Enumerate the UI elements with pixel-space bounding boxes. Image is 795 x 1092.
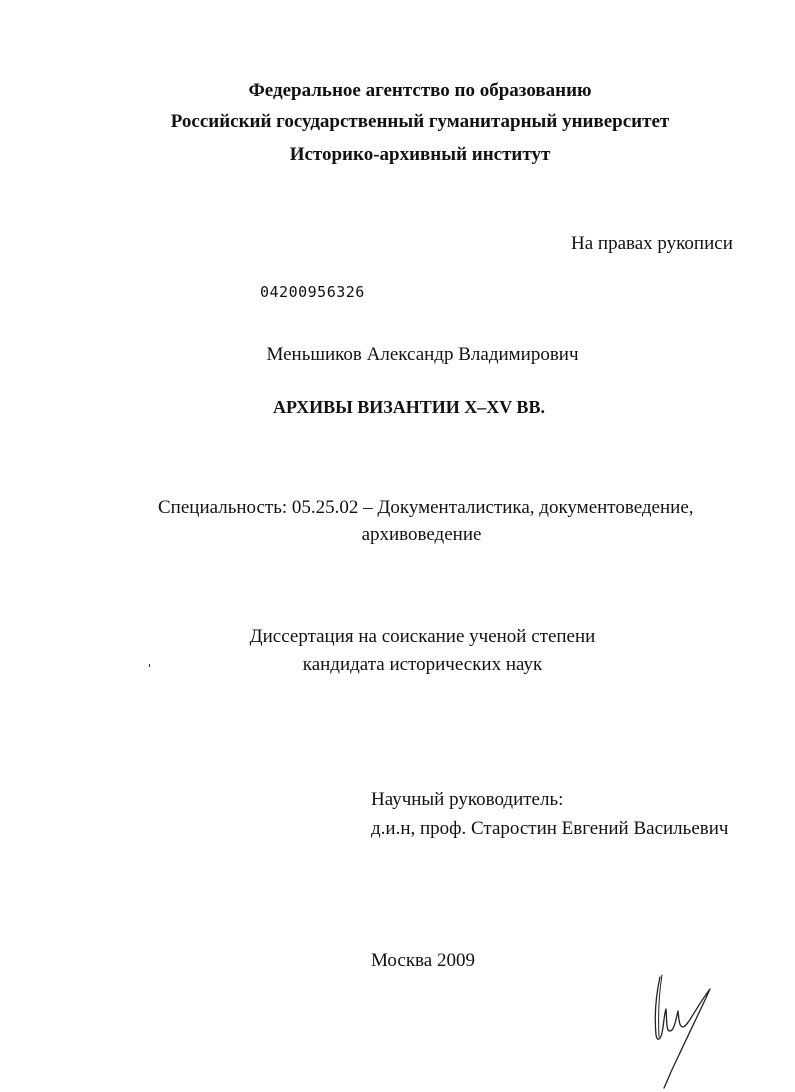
university-name: Российский государственный гуманитарный университет [170,111,670,132]
supervisor-name: д.и.н, проф. Старостин Евгений Васильевич [371,818,729,839]
degree-line-1: Диссертация на соискание ученой степени [249,626,596,647]
author-name: Меньшиков Александр Владимирович [266,344,579,365]
degree-line-2: кандидата исторических наук [302,654,543,675]
scan-speck [149,664,150,667]
place-year: Москва 2009 [371,950,475,971]
institute-name: Историко-архивный институт [289,144,551,165]
specialty-line-1: Специальность: 05.25.02 – Документалистика, документоведение, [158,497,694,518]
manuscript-rights-note: На правах рукописи [571,233,733,254]
inventory-number: 04200956326 [260,283,365,301]
supervisor-label: Научный руководитель: [371,789,564,810]
signature-icon [640,965,730,1090]
agency-name: Федеральное агентство по образованию [248,80,592,101]
specialty-line-2: архивоведение [361,524,482,545]
dissertation-title: АРХИВЫ ВИЗАНТИИ X–XV ВВ. [273,397,545,417]
